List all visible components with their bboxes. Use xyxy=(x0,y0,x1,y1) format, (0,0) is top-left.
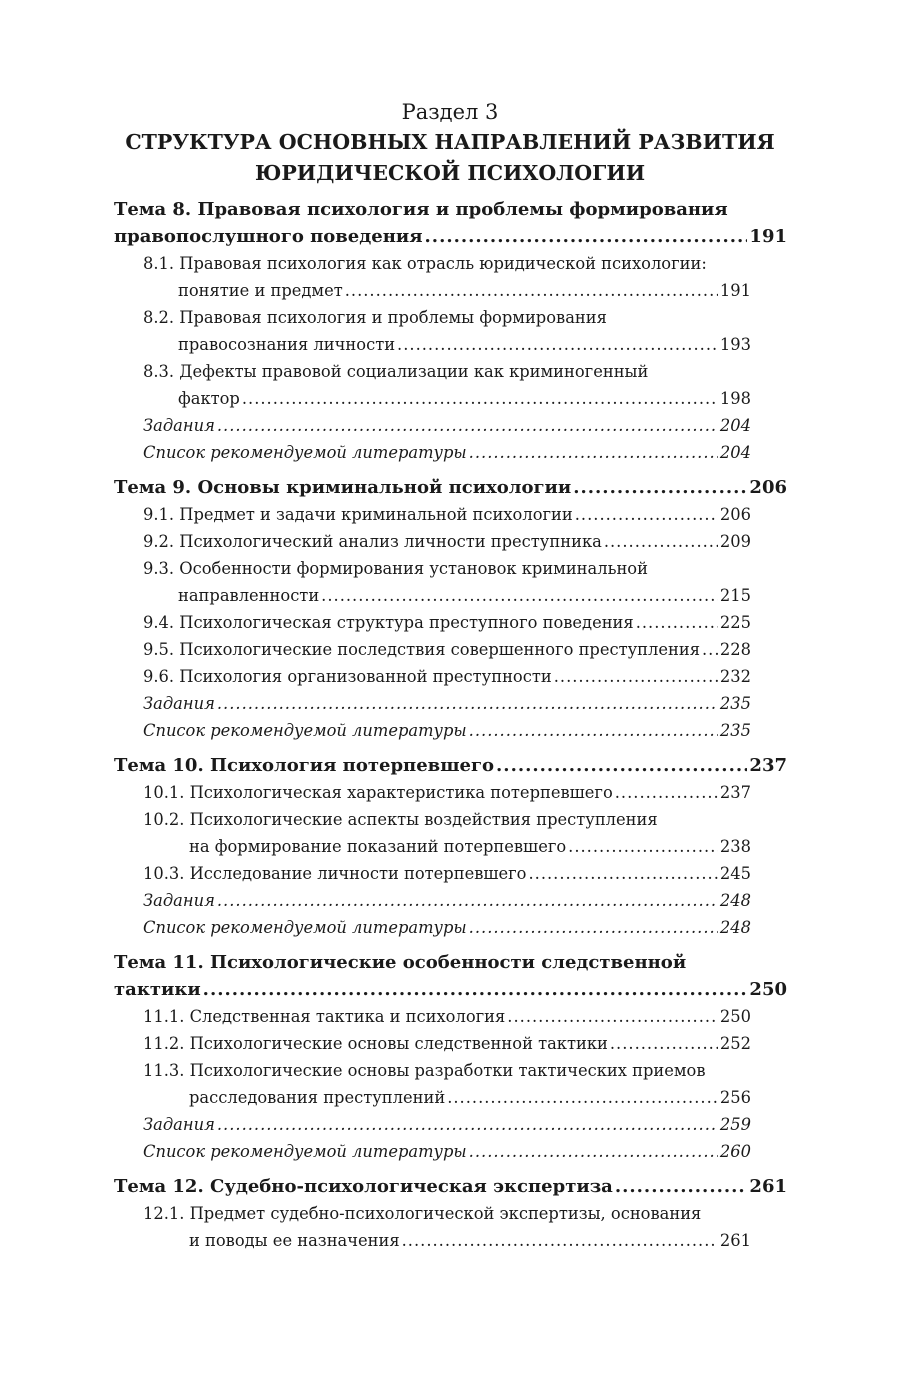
entry-title-line-1: 10.2. Психологические аспекты воздействия преступления xyxy=(143,810,658,829)
dot-leader xyxy=(402,1227,718,1254)
topic-page-number: 191 xyxy=(749,226,787,247)
dot-leader xyxy=(496,752,747,779)
toc-entry-11-1[interactable] xyxy=(143,1003,751,1030)
toc-entry-8-3[interactable] xyxy=(143,358,751,412)
entry-title: 9.2. Психологический анализ личности преступника xyxy=(143,532,602,551)
dot-leader xyxy=(615,779,718,806)
literature-page-number: 260 xyxy=(719,1142,751,1161)
entry-page-number: 206 xyxy=(719,505,751,524)
topic-title[interactable] xyxy=(114,196,787,250)
entry-title-line-2: расследования преступлений xyxy=(189,1088,446,1107)
topic-title[interactable] xyxy=(114,949,787,1003)
toc-entry-8-2[interactable] xyxy=(143,304,751,358)
tasks-page-number: 235 xyxy=(719,694,751,713)
entry-page-number: 261 xyxy=(719,1231,751,1250)
entry-title-line-2: направленности xyxy=(178,586,320,605)
tasks-entry[interactable] xyxy=(143,887,751,914)
tasks-entry[interactable] xyxy=(143,690,751,717)
dot-leader xyxy=(568,833,718,860)
toc-entry-10-2[interactable] xyxy=(143,806,751,860)
entry-page-number: 238 xyxy=(719,837,751,856)
toc-entry-9-6[interactable] xyxy=(143,663,751,690)
tasks-label: Задания xyxy=(143,416,215,435)
dot-leader xyxy=(217,1111,718,1138)
section-label: Раздел 3 xyxy=(401,100,499,124)
dot-leader xyxy=(447,1084,718,1111)
topic-title-line-2: правопослушного поведения xyxy=(114,226,423,247)
entry-title-line-2: фактор xyxy=(178,389,240,408)
dot-leader xyxy=(554,663,718,690)
literature-entry[interactable] xyxy=(143,717,751,744)
dot-leader xyxy=(636,609,718,636)
topic-title[interactable] xyxy=(114,1173,787,1200)
entry-page-number: 191 xyxy=(719,281,751,300)
literature-page-number: 204 xyxy=(719,443,751,462)
tasks-page-number: 259 xyxy=(719,1115,751,1134)
topic-title-line-1: Тема 11. Психологические особенности следственной xyxy=(114,952,687,973)
tasks-page-number: 204 xyxy=(719,416,751,435)
dot-leader xyxy=(242,385,718,412)
toc-entry-9-4[interactable] xyxy=(143,609,751,636)
dot-leader xyxy=(610,1030,718,1057)
dot-leader xyxy=(397,331,718,358)
entry-title: 10.3. Исследование личности потерпевшего xyxy=(143,864,527,883)
table-of-contents xyxy=(114,196,787,1254)
entry-title-line-2: понятие и предмет xyxy=(178,281,343,300)
literature-label: Список рекомендуемой литературы xyxy=(143,721,467,740)
toc-entry-12-1[interactable] xyxy=(143,1200,751,1254)
dot-leader xyxy=(217,690,718,717)
section-header xyxy=(0,97,900,189)
entry-title-line-1: 8.1. Правовая психология как отрасль юридической психологии: xyxy=(143,254,707,273)
literature-entry[interactable] xyxy=(143,1138,751,1165)
dot-leader xyxy=(321,582,718,609)
topic-entries xyxy=(114,1200,787,1254)
entry-page-number: 256 xyxy=(719,1088,751,1107)
dot-leader xyxy=(702,636,718,663)
dot-leader xyxy=(217,887,718,914)
section-title-line-2: ЮРИДИЧЕСКОЙ ПСИХОЛОГИИ xyxy=(254,161,646,185)
dot-leader xyxy=(615,1173,748,1200)
entry-title: 10.1. Психологическая характеристика потерпевшего xyxy=(143,783,613,802)
topic-entries xyxy=(114,1003,787,1165)
toc-entry-11-2[interactable] xyxy=(143,1030,751,1057)
toc-entry-9-5[interactable] xyxy=(143,636,751,663)
dot-leader xyxy=(469,439,718,466)
toc-entry-9-1[interactable] xyxy=(143,501,751,528)
literature-page-number: 235 xyxy=(719,721,751,740)
section-title-line-1: СТРУКТУРА ОСНОВНЫХ НАПРАВЛЕНИЙ РАЗВИТИЯ xyxy=(125,130,775,154)
entry-page-number: 245 xyxy=(719,864,751,883)
tasks-label: Задания xyxy=(143,1115,215,1134)
toc-entry-9-3[interactable] xyxy=(143,555,751,609)
dot-leader xyxy=(217,412,718,439)
topic-page-number: 261 xyxy=(749,1176,787,1197)
literature-label: Список рекомендуемой литературы xyxy=(143,918,467,937)
tasks-page-number: 248 xyxy=(719,891,751,910)
topic-title-line-2: тактики xyxy=(114,979,201,1000)
entry-title: 11.1. Следственная тактика и психология xyxy=(143,1007,506,1026)
entry-title: 9.4. Психологическая структура преступного поведения xyxy=(143,613,634,632)
topic-entries xyxy=(114,779,787,941)
topic-title-line-1: Тема 10. Психология потерпевшего xyxy=(114,755,495,776)
topic-12 xyxy=(114,1173,787,1254)
topic-page-number: 250 xyxy=(749,979,787,1000)
entry-page-number: 250 xyxy=(719,1007,751,1026)
dot-leader xyxy=(604,528,718,555)
entry-title-line-1: 8.3. Дефекты правовой социализации как криминогенный xyxy=(143,362,649,381)
toc-entry-9-2[interactable] xyxy=(143,528,751,555)
entry-page-number: 209 xyxy=(719,532,751,551)
dot-leader xyxy=(345,277,718,304)
tasks-label: Задания xyxy=(143,694,215,713)
dot-leader xyxy=(575,501,718,528)
entry-title-line-2: правосознания личности xyxy=(178,335,396,354)
topic-entries xyxy=(114,501,787,744)
tasks-entry[interactable] xyxy=(143,1111,751,1138)
tasks-entry[interactable] xyxy=(143,412,751,439)
toc-entry-8-1[interactable] xyxy=(143,250,751,304)
literature-entry[interactable] xyxy=(143,439,751,466)
literature-label: Список рекомендуемой литературы xyxy=(143,443,467,462)
entry-title-line-2: на формирование показаний потерпевшего xyxy=(189,837,567,856)
topic-entries xyxy=(114,250,787,466)
dot-leader xyxy=(203,976,748,1003)
dot-leader xyxy=(425,223,748,250)
entry-title-line-1: 9.3. Особенности формирования установок криминальной xyxy=(143,559,648,578)
entry-page-number: 215 xyxy=(719,586,751,605)
literature-entry[interactable] xyxy=(143,914,751,941)
topic-title-line-1: Тема 12. Судебно-психологическая экспертиза xyxy=(114,1176,613,1197)
topic-title[interactable] xyxy=(114,474,787,501)
entry-page-number: 225 xyxy=(719,613,751,632)
entry-title: 9.1. Предмет и задачи криминальной психологии xyxy=(143,505,573,524)
dot-leader xyxy=(507,1003,718,1030)
topic-title[interactable] xyxy=(114,752,787,779)
topic-page-number: 237 xyxy=(749,755,787,776)
dot-leader xyxy=(469,717,718,744)
topic-page-number: 206 xyxy=(749,477,787,498)
entry-title-line-1: 11.3. Психологические основы разработки тактических приемов xyxy=(143,1061,706,1080)
dot-leader xyxy=(528,860,717,887)
toc-entry-10-1[interactable] xyxy=(143,779,751,806)
toc-entry-11-3[interactable] xyxy=(143,1057,751,1111)
entry-page-number: 237 xyxy=(719,783,751,802)
tasks-label: Задания xyxy=(143,891,215,910)
entry-page-number: 198 xyxy=(719,389,751,408)
entry-title: 11.2. Психологические основы следственной тактики xyxy=(143,1034,608,1053)
dot-leader xyxy=(573,474,747,501)
literature-label: Список рекомендуемой литературы xyxy=(143,1142,467,1161)
topic-title-line-1: Тема 8. Правовая психология и проблемы формирования xyxy=(114,199,728,220)
dot-leader xyxy=(469,1138,718,1165)
entry-page-number: 252 xyxy=(719,1034,751,1053)
topic-8 xyxy=(114,196,787,466)
entry-title-line-1: 12.1. Предмет судебно-психологической экспертизы, основания xyxy=(143,1204,702,1223)
entry-page-number: 232 xyxy=(719,667,751,686)
topic-9 xyxy=(114,474,787,744)
topic-title-line-1: Тема 9. Основы криминальной психологии xyxy=(114,477,572,498)
entry-title-line-1: 8.2. Правовая психология и проблемы формирования xyxy=(143,308,607,327)
entry-title-line-2: и поводы ее назначения xyxy=(189,1231,400,1250)
entry-page-number: 228 xyxy=(719,640,751,659)
entry-title: 9.5. Психологические последствия совершенного преступления xyxy=(143,640,700,659)
topic-11 xyxy=(114,949,787,1165)
literature-page-number: 248 xyxy=(719,918,751,937)
entry-page-number: 193 xyxy=(719,335,751,354)
topic-10 xyxy=(114,752,787,941)
toc-entry-10-3[interactable] xyxy=(143,860,751,887)
dot-leader xyxy=(469,914,718,941)
entry-title: 9.6. Психология организованной преступности xyxy=(143,667,552,686)
